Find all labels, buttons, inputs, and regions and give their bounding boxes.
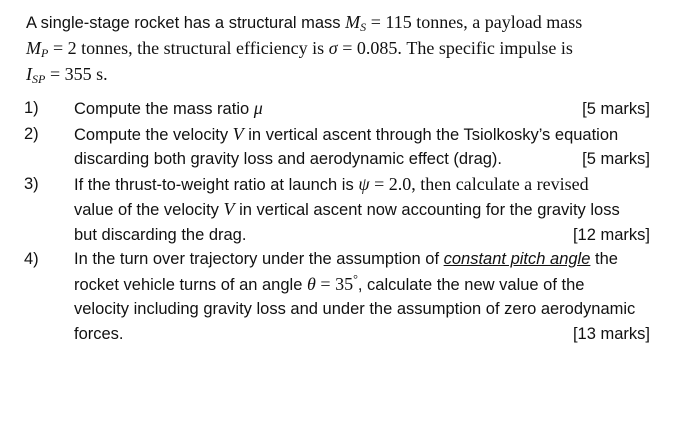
marks-label: [5 marks] — [582, 150, 650, 168]
question-text: value of the velocity — [74, 201, 219, 219]
marks-label: [13 marks] — [572, 324, 650, 343]
question-text: in vertical ascent now accounting for the gravity loss — [239, 201, 620, 219]
statement-line-1 — [26, 10, 656, 36]
specific-impulse-value: = 355 s. — [49, 64, 108, 84]
question-text: Compute the mass ratio — [74, 100, 250, 118]
question-text: velocity including gravity loss and under the assumption of zero aerodynamic — [74, 300, 636, 318]
question-number: 3) — [24, 174, 39, 193]
question-item — [24, 122, 650, 172]
question-item — [24, 172, 650, 248]
problem-statement — [26, 10, 656, 88]
question-text: but discarding the drag. — [74, 225, 247, 244]
angle-value: = 35° — [320, 271, 358, 294]
question-item — [24, 96, 650, 122]
statement-text: A single-stage rocket has a structural mass — [26, 14, 341, 32]
question-text: , calculate the new value of the — [357, 275, 585, 294]
specific-impulse-symbol: $I_{SP}$ — [26, 64, 46, 86]
psi-symbol: ψ — [358, 173, 370, 194]
velocity-symbol: V — [223, 199, 235, 219]
marks-label: [12 marks] — [572, 225, 650, 244]
mu-symbol: μ — [253, 98, 263, 118]
payload-mass-value: = 2 tonnes, the structural efficiency is — [52, 38, 325, 58]
question-text: If the thrust-to-weight ratio at launch is — [74, 175, 354, 194]
question-text: forces. — [74, 324, 124, 343]
question-text: Compute the velocity — [74, 125, 229, 144]
question-item — [24, 247, 650, 346]
question-text: rocket vehicle turns of an angle — [74, 275, 303, 294]
payload-mass-symbol: $M_P$ — [26, 38, 49, 60]
statement-line-3 — [26, 62, 656, 88]
underlined-term: constant pitch angle — [443, 250, 591, 268]
question-text: in vertical ascent through the Tsiolkosky’s equation — [248, 125, 619, 144]
question-number: 2) — [24, 124, 39, 143]
question-text: discarding both gravity loss and aerodynamic effect (drag). — [74, 150, 503, 168]
marks-label: [5 marks] — [582, 100, 650, 118]
structural-mass-value: = 115 tonnes, a payload mass — [370, 12, 583, 32]
question-text: In the turn over trajectory under the assumption of — [74, 250, 440, 268]
question-number: 1) — [24, 99, 39, 117]
question-text: = 2.0, then calculate a revised — [374, 173, 589, 194]
question-list — [24, 96, 650, 346]
sigma-symbol: σ — [328, 38, 338, 58]
velocity-symbol: V — [232, 123, 244, 144]
question-text: the — [595, 250, 618, 268]
theta-symbol: θ — [306, 273, 316, 294]
question-number: 4) — [24, 250, 39, 268]
structural-mass-symbol: $M_S$ — [345, 12, 367, 34]
statement-line-2 — [26, 36, 656, 62]
structural-efficiency-value: = 0.085. The specific impulse is — [342, 38, 573, 58]
